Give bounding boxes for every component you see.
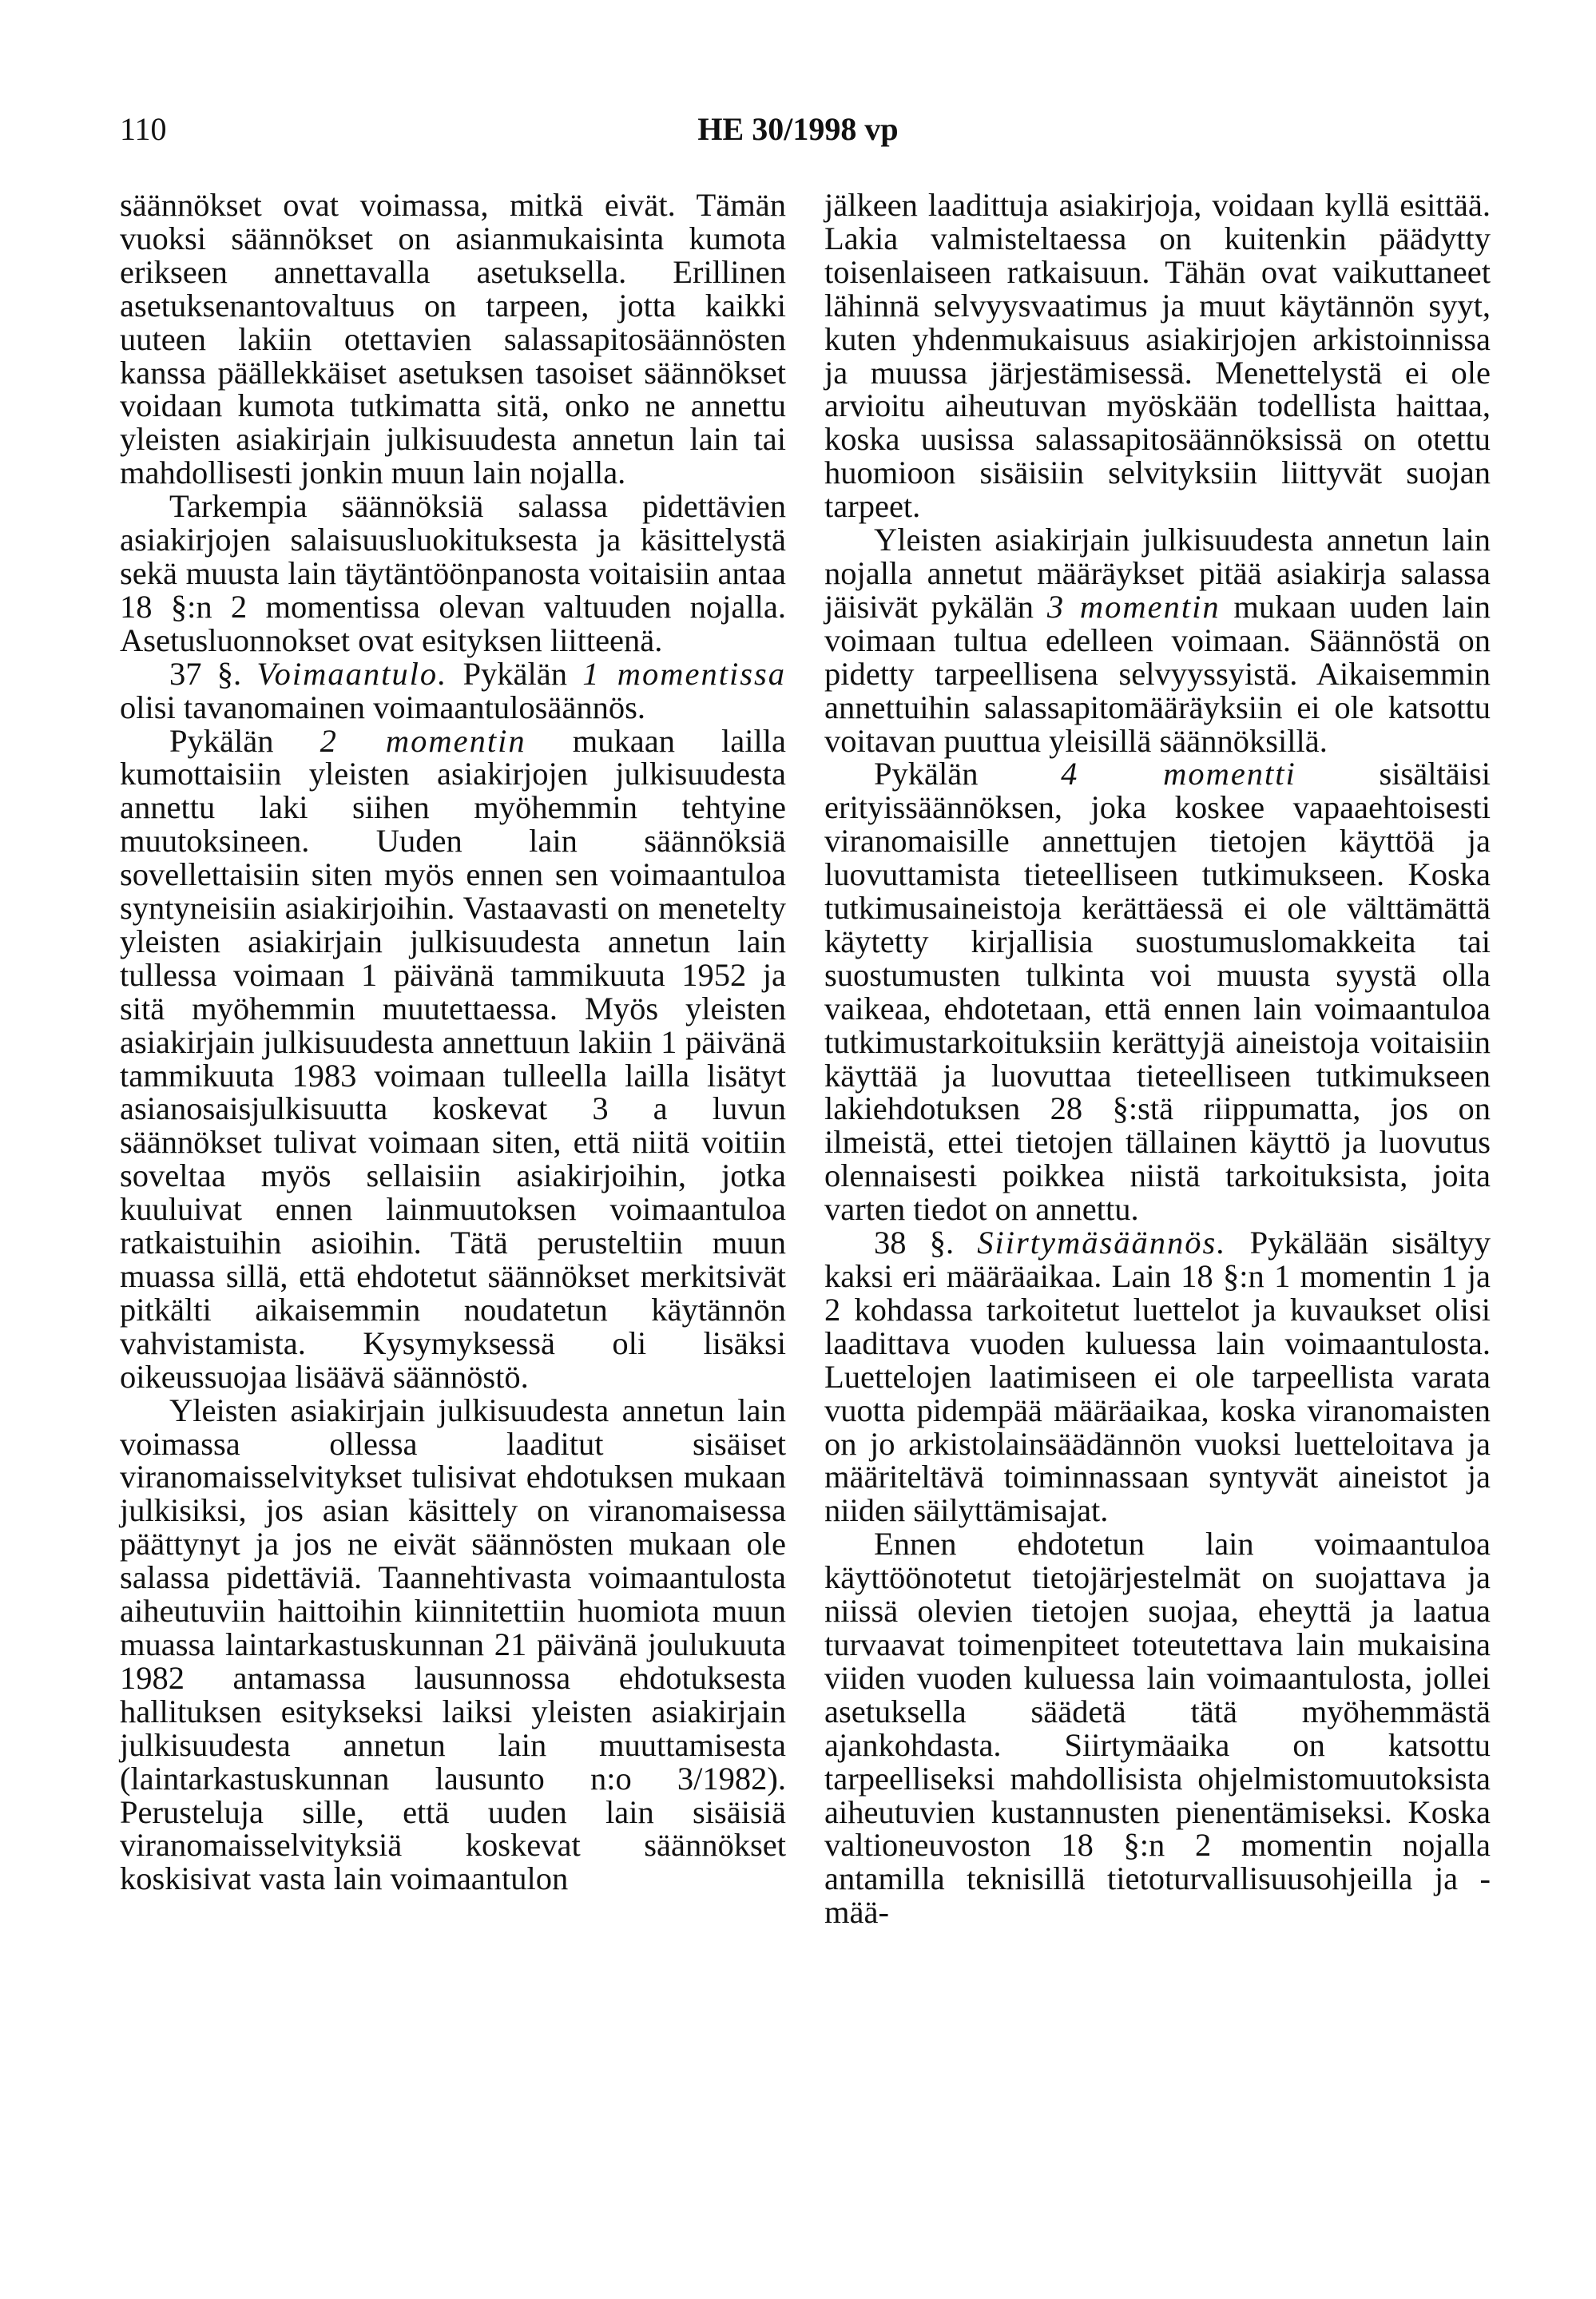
running-title: HE 30/1998 vp xyxy=(697,111,899,147)
right-paragraph-2-text: mukaan uuden lain voimaan tultua edelleen voimaan. Säännöstä on pidetty tarpeellisena selvyyssyistä. Aikaisemmin annettuihin salassapitomääräyksiin ei ole katsottu voitavan puuttua yleisillä säännöksillä. xyxy=(824,588,1491,759)
left-paragraph-4 xyxy=(120,722,787,1395)
right-column xyxy=(824,189,1491,1929)
left-paragraph-4-start: Pykälän xyxy=(169,722,320,759)
section-37-number: 37 §. xyxy=(169,655,257,692)
right-paragraph-5: Ennen ehdotetun lain voimaantuloa käyttöönotetut tietojärjestelmät on suojattava ja niissä olevien tietojen suojaa, eheyttä ja laatua turvaavat toimenpiteet toteutettava lain mukaisina viiden vuoden kuluessa lain voimaantulosta, jollei asetuksella säädetä tätä myöhemmästä ajankohdasta. Siirtymäaika on katsottu tarpeelliseksi mahdollisista ohjelmistomuutoksista aiheutuvien kustannusten pienentämiseksi. Koska valtioneuvoston 18 §:n 2 momentin nojalla antamilla teknisillä tietoturvallisuusohjeilla ja -mää- xyxy=(824,1526,1491,1931)
right-paragraph-3-text: sisältäisi erityissäännöksen, joka koskee vapaaehtoisesti viranomaisille annettujen tietojen käyttöä ja luovuttamista tieteelliseen tutkimukseen. Koska tutkimusaineistoja kerättäessä ei ole välttämättä käytetty kirjallisia suostumuslomakkeita tai suostumusten tulkinta voi muusta syystä olla vaikeaa, ehdotetaan, että ennen lain voimaantuloa tutkimustarkoituksiin kerättyjä aineistoja voitaisiin käyttää ja luovuttaa tieteelliseen tutkimukseen lakiehdotuksen 28 §:stä riippumatta, jos on ilmeistä, ettei tietojen tällainen käyttö ja luovutus olennaisesti poikkea niistä tarkoituksista, joita varten tiedot on annettu. xyxy=(824,756,1491,1228)
page-number: 110 xyxy=(120,111,167,147)
section-37-moment-4: 4 momentti xyxy=(1061,756,1296,792)
right-paragraph-2 xyxy=(824,523,1491,757)
left-paragraph-3 xyxy=(120,657,786,725)
right-paragraph-4 xyxy=(824,1226,1491,1527)
section-37-moment-3: 3 momentin xyxy=(1046,588,1221,625)
section-38-number: 38 §. xyxy=(874,1225,978,1261)
section-37-moment-1: 1 momentissa xyxy=(582,655,786,692)
right-paragraph-2-start: Yleisten asiakirjain julkisuudesta annetun lain nojalla annetut määräykset pitää asiakirja salassa jäisivät pykälän xyxy=(824,522,1491,625)
section-38-title: Siirtymäsäännös. xyxy=(977,1225,1227,1261)
left-paragraph-4-text: mukaan lailla kumottaisiin yleisten asiakirjojen julkisuudesta annettu laki siihen myöhemmin tehtyine muutoksineen. Uuden lain säännöksiä sovellettaisiin siten myös ennen sen voimaantuloa syntyneisiin asiakirjoihin. Vastaavasti on menetelty yleisten asiakirjain julkisuudesta annetun lain tullessa voimaan 1 päivänä tammikuuta 1952 ja sitä myöhemmin muutettaessa. Myös yleisten asiakirjain julkisuudesta annettuun lakiin 1 päivänä tammikuuta 1983 voimaan tulleella lailla lisätyt asianosaisjulkisuutta koskevat 3 a luvun säännökset tulivat voimaan siten, että niitä voitiin soveltaa myös sellaisiin asiakirjoihin, jotka kuuluivat ennen lainmuutoksen voimaantuloa ratkaistuihin asioihin. Tätä perusteltiin muun muassa sillä, että ehdotetut säännökset merkitsivät pitkälti aikaisemmin noudatetun käytännön vahvistamista. Kysymyksessä oli lisäksi oikeussuojaa lisäävä säännöstö. xyxy=(120,722,787,1395)
right-paragraph-3-start: Pykälän xyxy=(874,756,1062,792)
right-paragraph-4-text: Pykälään sisältyy kaksi eri määräaikaa. Lain 18 §:n 1 momentin 1 ja 2 kohdassa tarkoitetut luettelot ja kuvaukset olisi laadittava vuoden kuluessa lain voimaantulosta. Luettelojen laatimiseen ei ole tarpeellista varata vuotta pidempää määräaikaa, koska viranomaisten on jo arkistolainsäädännön vuoksi luetteloitava ja määriteltävä toiminnassaan syntyvät aineistot ja niiden säilyttämisajat. xyxy=(824,1225,1491,1529)
left-paragraph-3-text: Pykälän xyxy=(447,655,583,692)
section-37-moment-2: 2 momentin xyxy=(320,722,526,759)
left-column xyxy=(120,189,786,1896)
left-paragraph-1: säännökset ovat voimassa, mitkä eivät. Tämän vuoksi säännökset on asianmukaisinta kumota erikseen annettavalla asetuksella. Erillinen asetuksenantovaltuus on tarpeen, jotta kaikki uuteen lakiin otettavien salassapitosäännösten kanssa päällekkäiset asetuksen tasoiset säännökset voidaan kumota tutkimatta sitä, onko ne annettu yleisten asiakirjain julkisuudesta annetun lain tai mahdollisesti jonkin muun lain nojalla. xyxy=(120,187,786,491)
left-paragraph-2: Tarkempia säännöksiä salassa pidettävien asiakirjojen salaisuusluokituksesta ja käsittelystä sekä muusta lain täytäntöönpanosta voitaisiin antaa 18 §:n 2 momentissa olevan valtuuden nojalla. Asetusluonnokset ovat esityksen liitteenä. xyxy=(120,488,786,658)
right-paragraph-1: jälkeen laadittuja asiakirjoja, voidaan kyllä esittää. Lakia valmisteltaessa on kuitenkin päädytty toisenlaiseen ratkaisuun. Tähän ovat vaikuttaneet lähinnä selvyysvaatimus ja muut käytännön syyt, kuten yhdenmukaisuus asiakirjojen arkistoinnissa ja muussa järjestämisessä. Menettelystä ei ole arvioitu aiheutuvan myöskään todellista haittaa, koska uusissa salassapitosäännöksissä on otettu huomioon sisäisiin selvityksiin liittyvät suojan tarpeet. xyxy=(824,187,1491,525)
right-paragraph-3 xyxy=(824,757,1491,1226)
section-37-title: Voimaantulo. xyxy=(256,655,448,692)
left-paragraph-5: Yleisten asiakirjain julkisuudesta annetun lain voimassa ollessa laaditut sisäiset viranomaisselvitykset tulisivat ehdotuksen mukaan julkisiksi, jos asian käsittely on viranomaisessa päättynyt ja jos ne eivät säännösten mukaan ole salassa pidettäviä. Taannehtivasta voimaantulosta aiheutuviin haittoihin kiinnitettiin huomiota muun muassa laintarkastuskunnan 21 päivänä joulukuuta 1982 antamassa lausunnossa ehdotuksesta hallituksen esitykseksi laiksi yleisten asiakirjain julkisuudesta annetun lain muuttamisesta (laintarkastuskunnan lausunto n:o 3/1982). Perusteluja sille, että uuden lain sisäisiä viranomaisselvityksiä koskevat säännökset koskisivat vasta lain voimaantulon xyxy=(120,1392,786,1897)
left-paragraph-3-text-end: olisi tavanomainen voimaantulosäännös. xyxy=(120,689,645,725)
